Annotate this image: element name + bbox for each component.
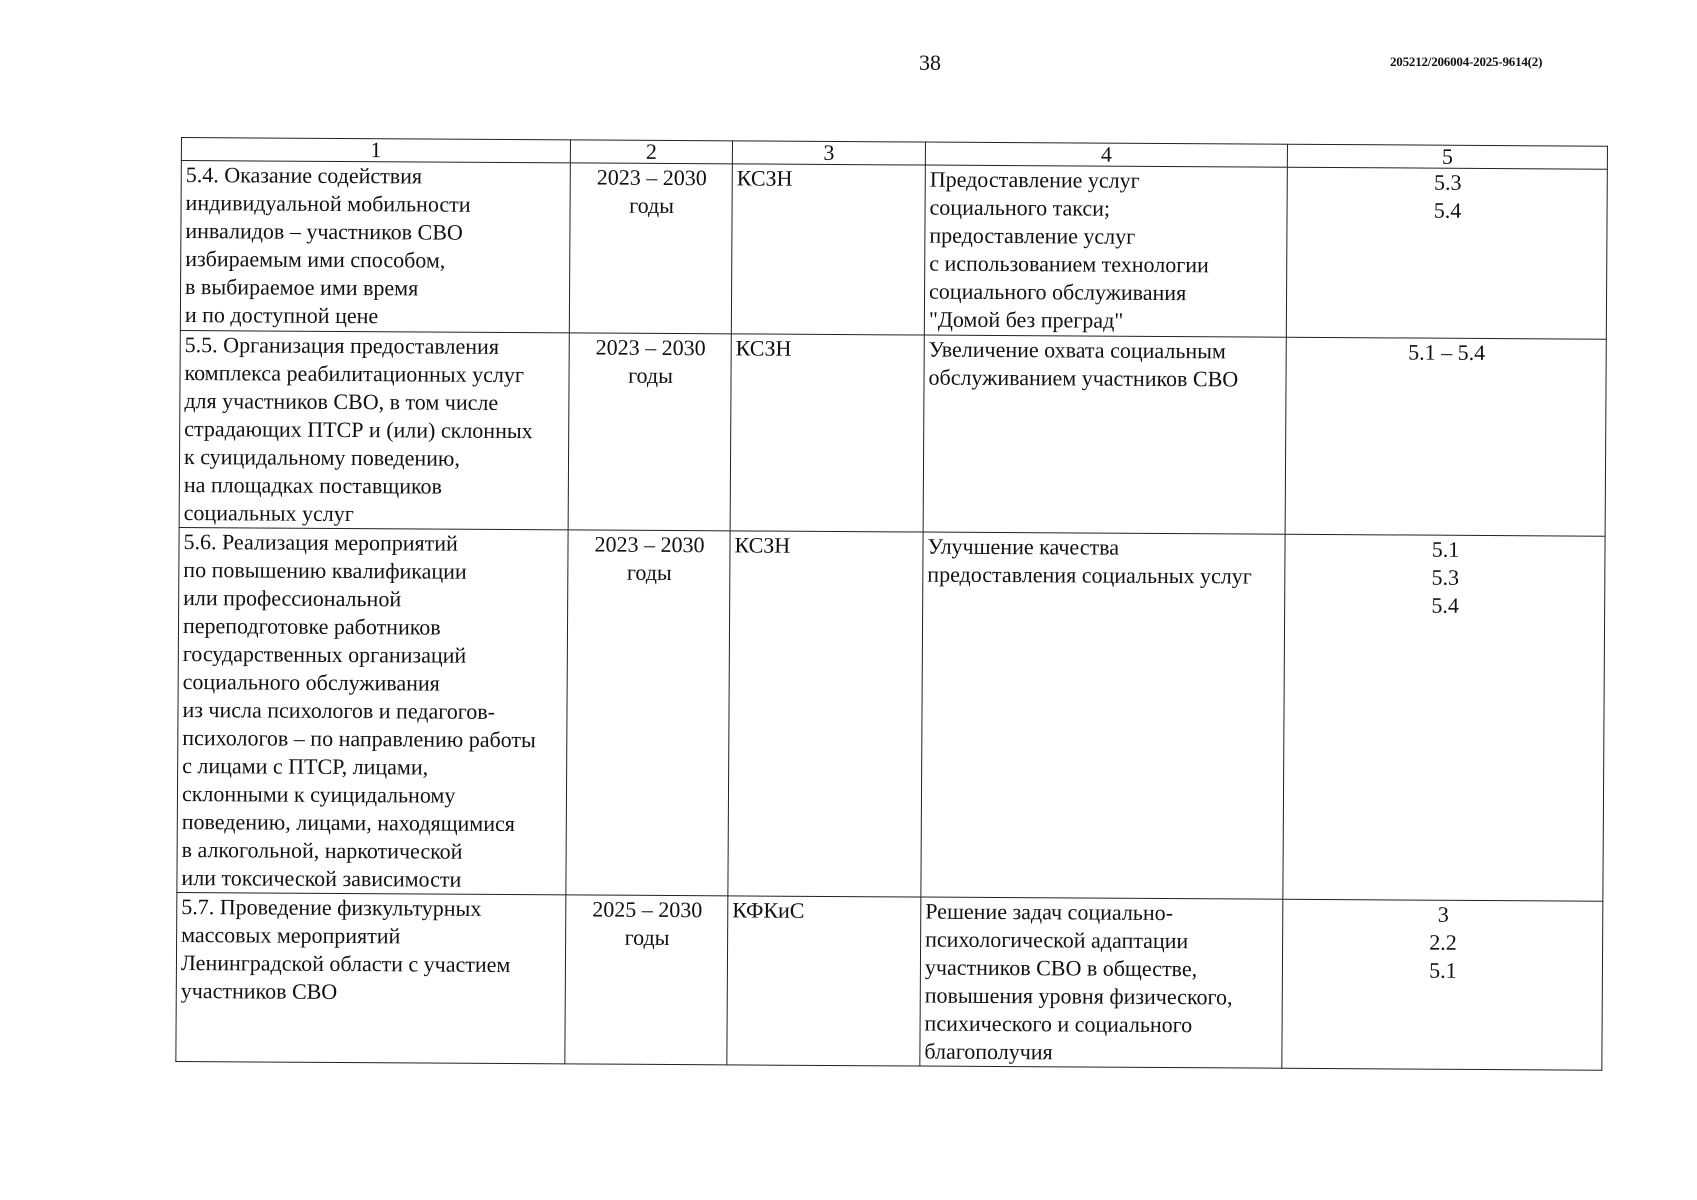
executor-cell: КСЗН <box>728 531 923 897</box>
table-row <box>177 527 1605 901</box>
period-cell: 2023 – 2030 годы <box>568 333 731 531</box>
result-cell: Решение задач социально- психологической адаптации участников СВО в обществе, повышения уровня физического, психического и социального благополучия <box>920 897 1283 1068</box>
period-cell: 2023 – 2030 годы <box>566 530 730 896</box>
column-number-4: 4 <box>925 142 1287 167</box>
period-cell: 2023 – 2030 годы <box>569 163 732 334</box>
indicators-cell: 5.1 – 5.4 <box>1285 337 1606 536</box>
table-row <box>176 892 1603 1070</box>
column-number-3: 3 <box>732 141 925 165</box>
page-number: 38 <box>919 50 941 75</box>
document-code: 205212/206004-2025-9614(2) <box>1390 54 1543 69</box>
measures-table <box>175 137 1608 1071</box>
measure-cell: 5.7. Проведение физкультурных массовых мероприятий Ленинградской области с участием участников СВО <box>176 892 566 1063</box>
indicators-cell: 5.3 5.4 <box>1286 167 1607 339</box>
table-row <box>179 330 1606 536</box>
measure-cell: 5.5. Организация предоставления комплекса реабилитационных услуг для участников СВО, в том числе страдающих ПТСР и (или) склонных к суицидальному поведению, на площадках поставщиков социальных услуг <box>179 330 569 529</box>
measure-cell: 5.6. Реализация мероприятий по повышению квалификации или профессиональной переподготовке работников государственных организаций социального обслуживания из числа психологов и педагогов- психологов – по направлению работы с лицами с ПТСР, лицами, склонными к суицидальному поведению, лицами, находящимися в алкогольной, наркотической или токсической зависимости <box>177 527 568 894</box>
period-cell: 2025 – 2030 годы <box>565 895 728 1065</box>
executor-cell: КФКиС <box>727 896 921 1066</box>
column-number-5: 5 <box>1287 144 1607 169</box>
executor-cell: КСЗН <box>730 334 924 532</box>
column-number-1: 1 <box>181 138 570 163</box>
column-number-2: 2 <box>570 140 732 164</box>
table-row <box>180 161 1607 340</box>
result-cell: Улучшение качества предоставления социальных услуг <box>921 532 1285 899</box>
executor-cell: КСЗН <box>731 164 925 335</box>
measure-cell: 5.4. Оказание содействия индивидуальной мобильности инвалидов – участников СВО избираемым ими способом, в выбираемое ими время и по доступной цене <box>180 161 570 333</box>
indicators-cell: 5.1 5.3 5.4 <box>1283 534 1605 901</box>
result-cell: Увеличение охвата социальным обслуживанием участников СВО <box>923 335 1286 534</box>
indicators-cell: 3 2.2 5.1 <box>1282 899 1603 1070</box>
result-cell: Предоставление услуг социального такси; предоставление услуг с использованием технологии социального обслуживания "Домой без преград" <box>924 165 1287 337</box>
